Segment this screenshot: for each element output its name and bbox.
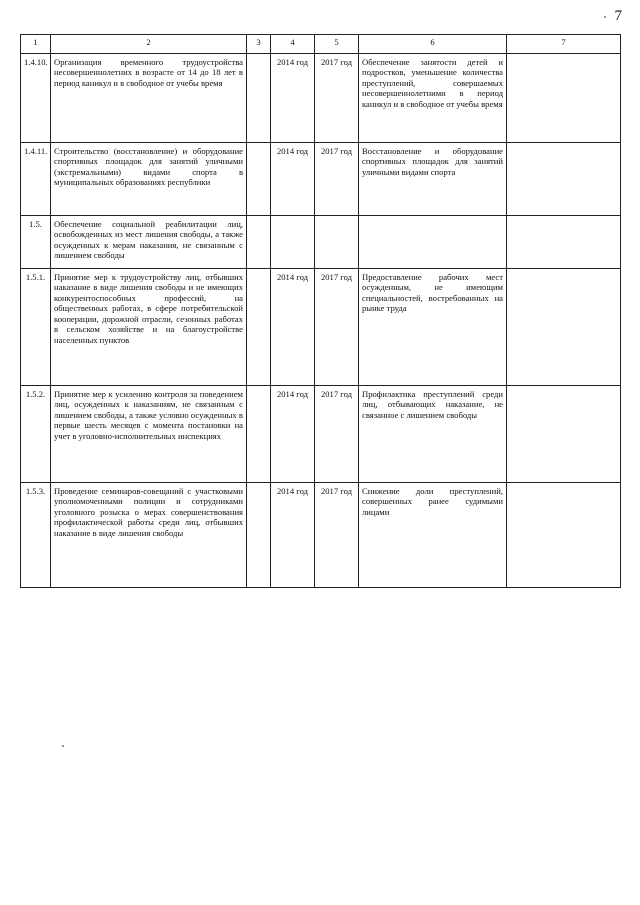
column-header: 6 [359, 35, 507, 54]
start-year: 2014 год [271, 269, 315, 386]
expected-result: Обеспечение занятости детей и подростков, уменьшение количества преступлений, совершаемых несовершеннолетними в период каникул и в свободное от учебы время [359, 54, 507, 143]
end-year [315, 216, 359, 269]
column-header: 4 [271, 35, 315, 54]
measure-text: Обеспечение социальной реабилитации лиц, освобожденных из мест лишения свободы, а также осужденных к мерам наказания, не связанным с лишением свободы [51, 216, 247, 269]
item-number: 1.5. [21, 216, 51, 269]
table-row [21, 54, 621, 143]
measure-text: Принятие мер к усилению контроля за поведением лиц, осужденных к наказаниям, не связанным с лишением свободы, а также условно осужденных в первые шесть месяцев с момента постановки на учет в уголовно-исполнительных инспекциях [51, 386, 247, 483]
executor-cell [247, 54, 271, 143]
measure-text: Организация временного трудоустройства несовершеннолетних в возрасте от 14 до 18 лет в период каникул и в свободное от учебы время [51, 54, 247, 143]
table-row [21, 483, 621, 588]
page-number: 7 [614, 8, 622, 24]
item-number: 1.5.3. [21, 483, 51, 588]
executor-cell [247, 143, 271, 216]
indicator-cell [507, 269, 621, 386]
executor-cell [247, 269, 271, 386]
measure-text: Строительство (восстановление) и оборудование спортивных площадок для занятий уличными (экстремальными) видами спорта в муниципальных образованиях республики [51, 143, 247, 216]
header-row [21, 35, 621, 54]
item-number: 1.4.10. [21, 54, 51, 143]
expected-result: Восстановление и оборудование спортивных площадок для занятий уличными видами спорта [359, 143, 507, 216]
column-header: 3 [247, 35, 271, 54]
indicator-cell [507, 143, 621, 216]
indicator-cell [507, 216, 621, 269]
scan-speck [62, 745, 64, 747]
end-year: 2017 год [315, 54, 359, 143]
item-number: 1.5.2. [21, 386, 51, 483]
scan-speck [604, 16, 606, 18]
expected-result: Снижение доли преступлений, совершенных ранее судимыми лицами [359, 483, 507, 588]
start-year [271, 216, 315, 269]
item-number: 1.4.11. [21, 143, 51, 216]
column-header: 7 [507, 35, 621, 54]
indicator-cell [507, 386, 621, 483]
indicator-cell [507, 483, 621, 588]
end-year: 2017 год [315, 269, 359, 386]
expected-result: Профилактика преступлений среди лиц, отбывающих наказание, не связанное с лишением свободы [359, 386, 507, 483]
start-year: 2014 год [271, 483, 315, 588]
table-row [21, 269, 621, 386]
executor-cell [247, 483, 271, 588]
column-header: 1 [21, 35, 51, 54]
expected-result [359, 216, 507, 269]
item-number: 1.5.1. [21, 269, 51, 386]
executor-cell [247, 386, 271, 483]
end-year: 2017 год [315, 386, 359, 483]
measures-table [20, 34, 621, 588]
end-year: 2017 год [315, 483, 359, 588]
table-row [21, 143, 621, 216]
executor-cell [247, 216, 271, 269]
measure-text: Проведение семинаров-совещаний с участковыми уполномоченными полиции и сотрудниками уголовного розыска о мерах совершенствования профилактической работы среди лиц, отбывших наказание в виде лишения свободы [51, 483, 247, 588]
indicator-cell [507, 54, 621, 143]
measure-text: Принятие мер к трудоустройству лиц, отбывших наказание в виде лишения свободы и не имеющих конкурентоспособных профессий, на общественных работах, в сфере потребительской кооперации, дорожной отрасли, сезонных работах в сельском хозяйстве и на благоустройстве населенных пунктов [51, 269, 247, 386]
column-header: 2 [51, 35, 247, 54]
start-year: 2014 год [271, 386, 315, 483]
start-year: 2014 год [271, 143, 315, 216]
expected-result: Предоставление рабочих мест осужденным, не имеющим специальностей, востребованных на рынке труда [359, 269, 507, 386]
start-year: 2014 год [271, 54, 315, 143]
table-row [21, 386, 621, 483]
table-row [21, 216, 621, 269]
end-year: 2017 год [315, 143, 359, 216]
column-header: 5 [315, 35, 359, 54]
